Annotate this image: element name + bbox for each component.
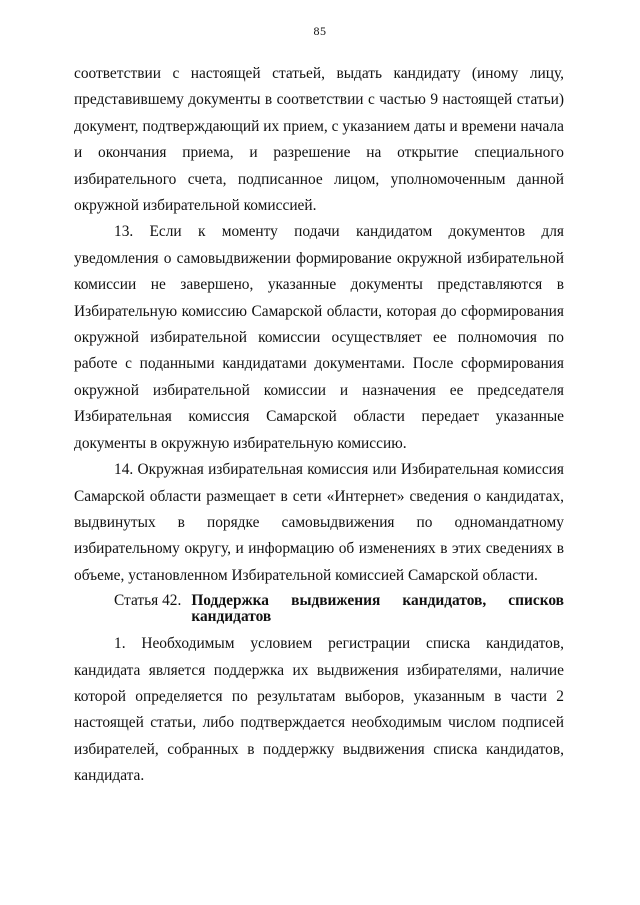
article-title-line1: Поддержка выдвижения кандидатов, списков [191,592,564,610]
article-title [191,593,564,625]
paragraph-continuation: соответствии с настоящей статьей, выдать кандидату (иному лицу, представившему документы в соответствии с частью 9 настоящей статьи) документ, подтверждающий их прием, с указанием даты и времени начала и окончания приема, и разрешение на открытие специального избирательного счета, подписанное лицом, уполномоченным данной окружной избирательной комиссией. [74,65,564,215]
article-paragraph-1: 1. Необходимым условием регистрации списка кандидатов, кандидата является поддержка их выдвижения избирателями, наличие которой определяется по результатам выборов, указанным в части 2 настоящей статьи, либо подтверждается необходимым числом подписей избирателей, собранных в поддержку выдвижения списка кандидатов, кандидата. [74,635,564,785]
page-number: 85 [313,24,327,38]
paragraph-14: 14. Окружная избирательная комиссия или Избирательная комиссия Самарской области размещает в сети «Интернет» сведения о кандидатах, выдвинутых в порядке самовыдвижения по одномандатному избирательному округу, и информацию об изменениях в этих сведениях в объеме, установленном Избирательной комиссией Самарской области. [74,461,564,584]
article-title-line2: кандидатов [191,608,272,626]
article-heading [74,589,564,631]
article-number: Статья 42. [114,592,182,610]
paragraph-13: 13. Если к моменту подачи кандидатом документов для уведомления о самовыдвижении формирование окружной избирательной комиссии не завершено, указанные документы представляются в Избирательную комиссию Самарской области, которая до сформирования окружной избирательной комиссии осуществляет ее полномочия по работе с поданными кандидатами документами. После сформирования окружной избирательной комиссии и назначения ее председателя Избирательная комиссия Самарской области передает указанные документы в окружную избирательную комиссию. [74,223,564,452]
document-body [74,61,564,790]
